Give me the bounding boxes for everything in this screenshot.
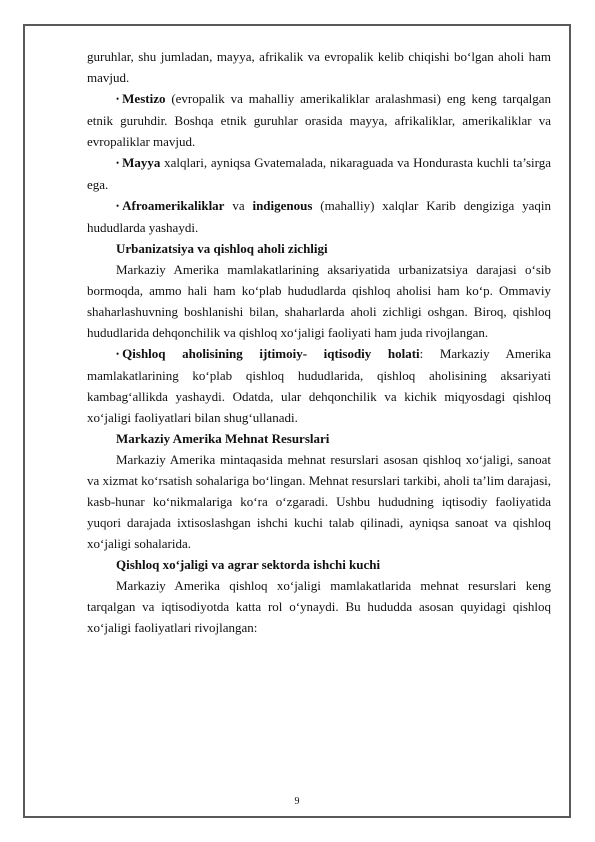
bullet-mestizo <box>87 88 551 152</box>
bullet-term-2: indigenous <box>252 198 313 213</box>
bullet-afroamerikaliklar <box>87 195 551 238</box>
page-number: 9 <box>294 796 300 807</box>
paragraph-continuation <box>87 46 551 88</box>
bullet-qishloq-aholisi <box>87 343 551 428</box>
paragraph-text: Markaziy Amerika qishloq xo‘jaligi mamlakatlarida mehnat resurslari keng tarqalgan va iqtisodiyotda katta rol o‘ynaydi. Bu hududda asosan quyidagi qishloq xo‘jaligi faoliyatlari rivojlangan: <box>87 578 551 635</box>
bullet-icon: • <box>116 94 120 104</box>
bullet-text: : Markaziy Amerika mamlakatlarining ko‘plab qishloq hududlarida, qishloq aholisining aksariyati kambag‘allikda yashaydi. Odatda, ular dehqonchilik va kichik miqyosdagi qishloq xo‘jaligi faoliyatlari bilan shug‘ullanadi. <box>87 346 552 425</box>
bullet-text: (evropalik va mahalliy amerikaliklar aralashmasi) eng keng tarqalgan etnik guruhdir. Boshqa etnik guruhlar orasida mayya, afrikaliklar, amerikaliklar va evropaliklar mavjud. <box>87 91 551 149</box>
bullet-text: (mahalliy) xalqlar Karib dengiziga yaqin hududlarda yashaydi. <box>87 198 551 235</box>
paragraph-text: Markaziy Amerika mintaqasida mehnat resurslari asosan qishloq xo‘jaligi, sanoat va xizmat ko‘rsatish sohalariga bo‘lingan. Mehnat resurslari tarkibi, aholi ta’lim darajasi, kasb-hunar ko‘nikmalariga ko‘ra o‘zgaradi. Ushbu hududning iqtisodiy faoliyatida yuqori darajada ixtisoslashgan ishchi kuchi talab qilinadi, ayniqsa sanoat va qishloq xo‘jaligi sohalarida. <box>87 452 551 551</box>
bullet-term: Qishloq aholisining ijtimoiy- iqtisodiy holati <box>122 346 420 361</box>
bullet-term: Afroamerikaliklar <box>122 198 225 213</box>
section-heading-qishloq-xojaligi: Qishloq xo‘jaligi va agrar sektorda ishchi kuchi <box>116 557 381 572</box>
document-page <box>23 24 571 818</box>
section-heading-urbanizatsiya: Urbanizatsiya va qishloq aholi zichligi <box>116 241 328 256</box>
page-content <box>87 46 551 638</box>
section-heading-mehnat-resurslari: Markaziy Amerika Mehnat Resurslari <box>116 431 330 446</box>
paragraph-text: guruhlar, shu jumladan, mayya, afrikalik va evropalik kelib chiqishi bo‘lgan aholi ham mavjud. <box>87 49 551 85</box>
bullet-icon: • <box>116 201 120 211</box>
bullet-term: Mestizo <box>122 91 166 106</box>
bullet-term: Mayya <box>122 155 161 170</box>
bullet-connector: va <box>224 198 253 213</box>
bullet-text: xalqlari, ayniqsa Gvatemalada, nikaraguada va Hondurasta kuchli ta’sirga ega. <box>87 155 551 192</box>
bullet-icon: • <box>116 349 120 359</box>
paragraph-text: Markaziy Amerika mamlakatlarining aksariyatida urbanizatsiya darajasi o‘sib bormoqda, ammo hali ham ko‘plab hududlarda qishloq aholisi ham ko‘p. Ommaviy shaharlashuvning boshlanishi bilan, shaharlarda aholi zichligi oshgan. Biroq, qishloq hududlarida dehqonchilik va qishloq xo‘jaligi faoliyati ham juda rivojlangan. <box>87 262 551 340</box>
bullet-icon: • <box>116 158 120 168</box>
paragraph-urbanizatsiya <box>87 259 551 343</box>
paragraph-qishloq-xojaligi <box>87 575 551 638</box>
bullet-mayya <box>87 152 551 195</box>
paragraph-mehnat-resurslari <box>87 449 551 554</box>
